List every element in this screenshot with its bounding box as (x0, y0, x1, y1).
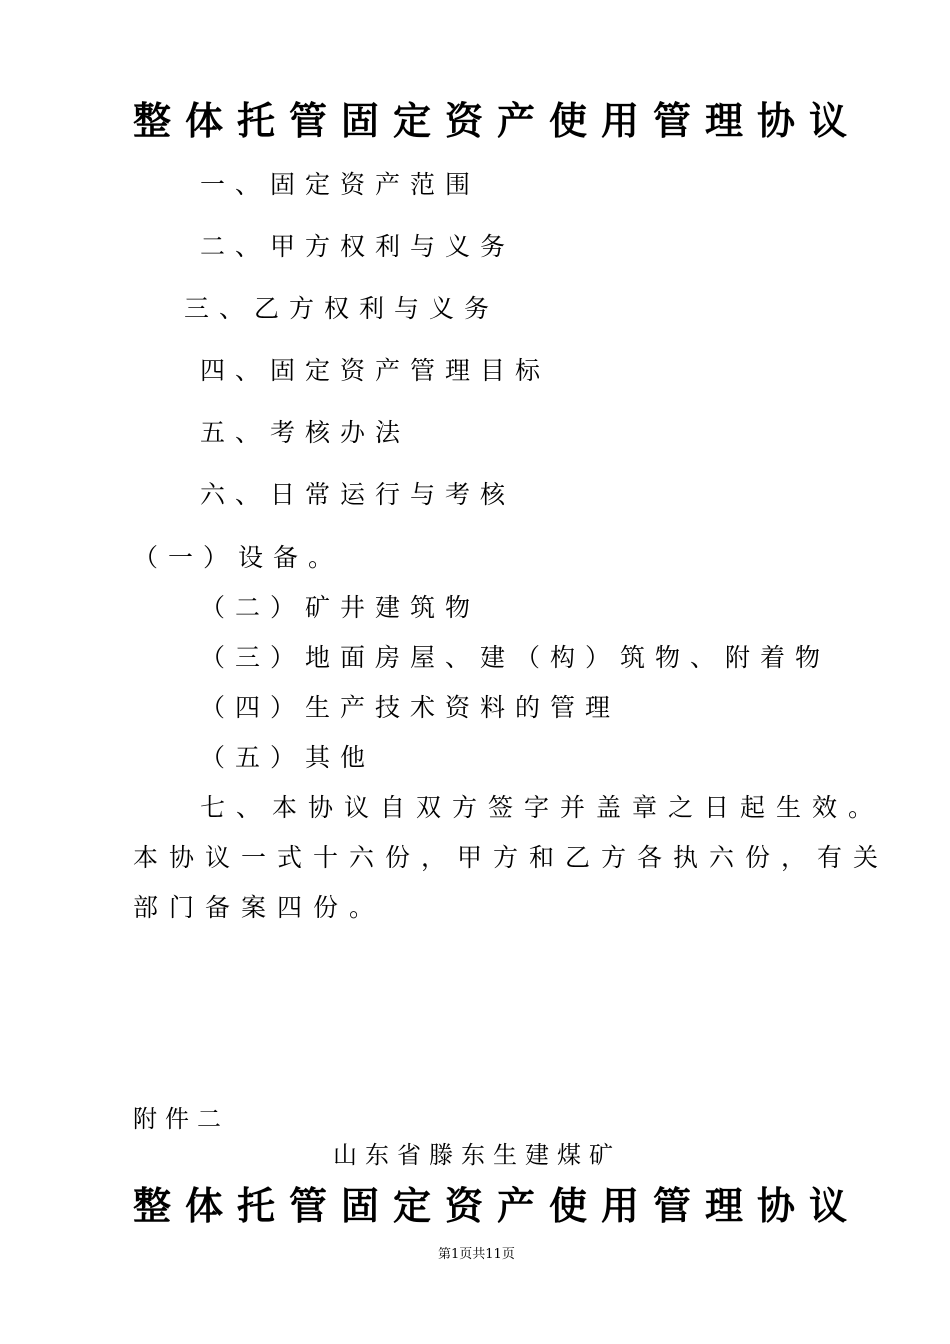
clause-seven-line-2: 本协议一式十六份，甲方和乙方各执六份，有关 (133, 843, 890, 872)
attachment-label: 附件二 (133, 1105, 229, 1133)
subsection-5: （五）其他 (200, 743, 376, 772)
section-heading-4: 四、固定资产管理目标 (200, 356, 551, 385)
section-heading-2: 二、甲方权利与义务 (200, 232, 516, 261)
section-heading-1: 一、固定资产范围 (200, 170, 481, 199)
attachment-company: 山东省滕东生建煤矿 (333, 1141, 621, 1169)
clause-seven-line-3: 部门备案四份。 (133, 893, 386, 922)
subsection-1: （一）设备。 (133, 543, 344, 572)
clause-seven-line-1: 七、本协议自双方签字并盖章之日起生效。 (200, 793, 885, 822)
subsection-3: （三）地面房屋、建（构）筑物、附着物 (200, 643, 831, 672)
document-title: 整体托管固定资产使用管理协议 (133, 98, 862, 143)
subsection-2: （二）矿井建筑物 (200, 593, 481, 622)
section-heading-5: 五、考核办法 (200, 418, 411, 447)
subsection-4: （四）生产技术资料的管理 (200, 693, 621, 722)
attachment-title: 整体托管固定资产使用管理协议 (133, 1183, 862, 1228)
section-heading-6: 六、日常运行与考核 (200, 480, 516, 509)
page-footer: 第1页共11页 (438, 1247, 515, 1262)
section-heading-3: 三、乙方权利与义务 (184, 294, 500, 323)
